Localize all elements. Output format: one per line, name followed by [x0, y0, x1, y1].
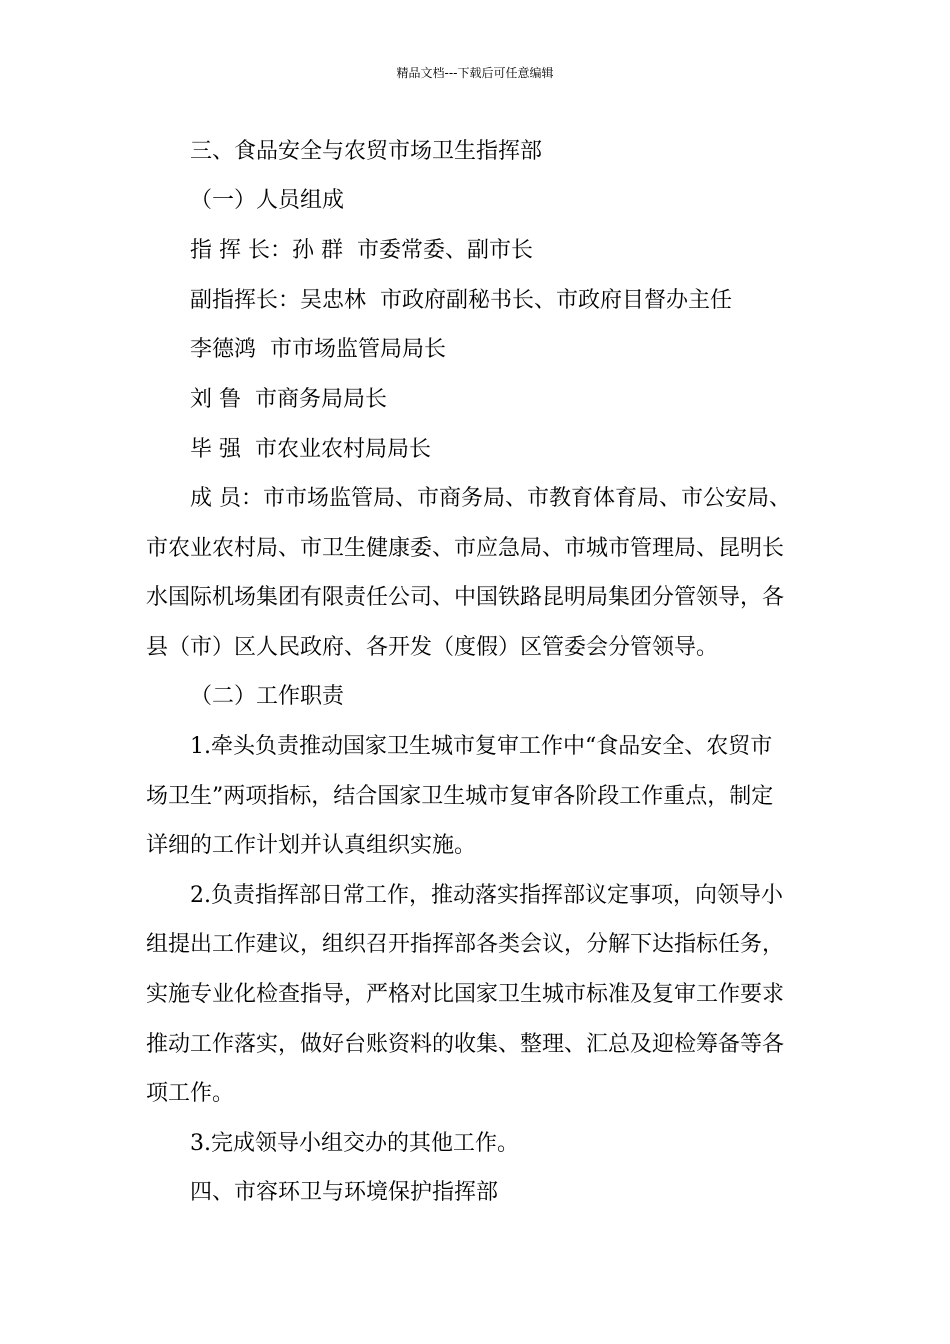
section-3-title: 三、食品安全与农贸市场卫生指挥部	[190, 139, 543, 164]
deputy-label: 副指挥长：	[190, 288, 301, 313]
commander-name: 孙 群	[292, 238, 343, 263]
subsection-1-title: （一）人员组成	[190, 188, 345, 213]
commander-title: 市委常委、副市长	[357, 238, 534, 263]
deputy-member-line	[0, 385, 950, 415]
members-line: 市农业农村局、市卫生健康委、市应急局、市城市管理局、昆明长	[146, 536, 785, 561]
deputy-member-line	[0, 435, 950, 465]
deputy-member-title: 市市场监管局局长	[270, 337, 447, 362]
deputy-member-name: 毕 强	[190, 437, 241, 462]
deputy-member-line	[0, 335, 950, 365]
duty-2-line: 组提出工作建议，组织召开指挥部各类会议，分解下达指标任务，	[146, 932, 785, 957]
deputy-member-title: 市商务局局长	[255, 387, 388, 412]
commander-label: 指 挥 长：	[190, 238, 292, 263]
deputy-name: 吴忠林	[300, 288, 367, 313]
duty-2-line: 2.负责指挥部日常工作，推动落实指挥部议定事项，向领导小	[190, 883, 783, 908]
deputy-member-name: 李德鸿	[190, 337, 257, 362]
deputy-commander-line	[0, 286, 950, 316]
duty-1-line: 场卫生”两项指标，结合国家卫生城市复审各阶段工作重点，制定	[146, 784, 774, 809]
deputy-title: 市政府副秘书长、市政府目督办主任	[380, 288, 733, 313]
page-header: 精品文档---下载后可任意编辑	[396, 66, 554, 80]
duty-1-line: 详细的工作计划并认真组织实施。	[146, 833, 477, 858]
duty-2-line: 实施专业化检查指导，严格对比国家卫生城市标准及复审工作要求	[146, 982, 785, 1007]
members-line: 水国际机场集团有限责任公司、中国铁路昆明局集团分管领导，各	[146, 585, 785, 610]
duty-2-line: 推动工作落实，做好台账资料的收集、整理、汇总及迎检筹备等各	[146, 1032, 785, 1057]
deputy-member-title: 市农业农村局局长	[255, 437, 432, 462]
duty-3-line: 3.完成领导小组交办的其他工作。	[190, 1131, 519, 1156]
section-4-title: 四、市容环卫与环境保护指挥部	[190, 1180, 499, 1205]
commander-line	[0, 236, 950, 266]
deputy-member-name: 刘 鲁	[190, 387, 241, 412]
members-line: 成 员：市市场监管局、市商务局、市教育体育局、市公安局、	[190, 486, 791, 511]
subsection-2-title: （二）工作职责	[190, 684, 345, 709]
duty-1-line: 1.牵头负责推动国家卫生城市复审工作中“食品安全、农贸市	[190, 734, 773, 759]
duty-2-line: 项工作。	[146, 1081, 235, 1106]
members-line: 县（市）区人民政府、各开发（度假）区管委会分管领导。	[146, 635, 719, 660]
